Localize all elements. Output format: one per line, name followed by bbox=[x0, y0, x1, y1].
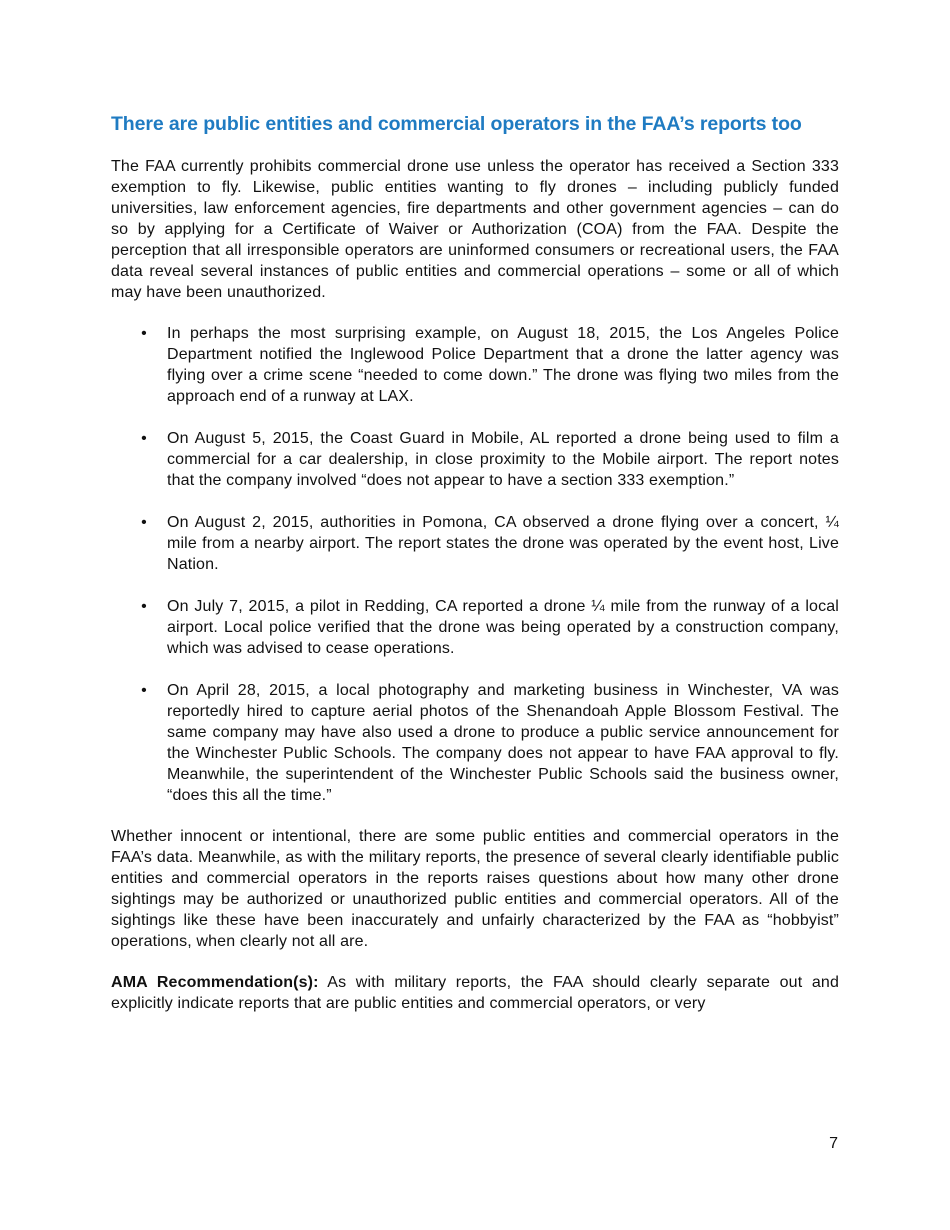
list-item-text: On August 2, 2015, authorities in Pomona, CA observed a drone flying over a concert, ¼ mile from a nearby airport. The report states the drone was operated by the event host, Live Nation. bbox=[167, 514, 839, 573]
list-item-text: In perhaps the most surprising example, on August 18, 2015, the Los Angeles Police Department notified the Inglewood Police Department that a drone the latter agency was flying over a crime scene “needed to come down.” The drone was flying two miles from the approach end of a runway at LAX. bbox=[167, 325, 839, 405]
bullet-icon: • bbox=[141, 514, 147, 531]
document-page bbox=[111, 112, 839, 1014]
list-item bbox=[111, 323, 839, 407]
list-item bbox=[111, 512, 839, 575]
recommendation-label: AMA Recommendation(s): bbox=[111, 974, 319, 991]
example-list bbox=[111, 323, 839, 806]
list-item-text: On August 5, 2015, the Coast Guard in Mobile, AL reported a drone being used to film a commercial for a car dealership, in close proximity to the Mobile airport. The report notes that the company involved “does not appear to have a section 333 exemption.” bbox=[167, 430, 839, 489]
section-heading: There are public entities and commercial operators in the FAA’s reports too bbox=[111, 113, 802, 135]
bullet-icon: • bbox=[141, 430, 147, 447]
page-number: 7 bbox=[829, 1135, 838, 1152]
bullet-icon: • bbox=[141, 598, 147, 615]
recommendation-text: As with military reports, the FAA should clearly separate out and explicitly indicate reports that are public entities and commercial operators, or very bbox=[111, 974, 839, 1012]
list-item-text: On July 7, 2015, a pilot in Redding, CA reported a drone ¼ mile from the runway of a local airport. Local police verified that the drone was being operated by a construction company, which was advised to cease operations. bbox=[167, 598, 839, 657]
conclusion-paragraph: Whether innocent or intentional, there are some public entities and commercial operators in the FAA’s data. Meanwhile, as with the military reports, the presence of several clearly identifiable public entities and commercial operators in the reports raises questions about how many other drone sightings may be authorized or unauthorized public entities and commercial operators. All of the sightings like these have been inaccurately and unfairly characterized by the FAA as “hobbyist” operations, when clearly not all are. bbox=[111, 828, 839, 950]
list-item-text: On April 28, 2015, a local photography and marketing business in Winchester, VA was reportedly hired to capture aerial photos of the Shenandoah Apple Blossom Festival. The same company may have also used a drone to produce a public service announcement for the Winchester Public Schools. The company does not appear to have FAA approval to fly. Meanwhile, the superintendent of the Winchester Public Schools said the business owner, “does this all the time.” bbox=[167, 682, 839, 804]
list-item bbox=[111, 680, 839, 806]
recommendation-paragraph bbox=[111, 972, 839, 1014]
intro-paragraph: The FAA currently prohibits commercial drone use unless the operator has received a Section 333 exemption to fly. Likewise, public entities wanting to fly drones – including publicly funded universities, law enforcement agencies, fire departments and other government agencies – can do so by applying for a Certificate of Waiver or Authorization (COA) from the FAA. Despite the perception that all irresponsible operators are uninformed consumers or recreational users, the FAA data reveal several instances of public entities and commercial operations – some or all of which may have been unauthorized. bbox=[111, 158, 839, 301]
list-item bbox=[111, 596, 839, 659]
bullet-icon: • bbox=[141, 325, 147, 342]
list-item bbox=[111, 428, 839, 491]
bullet-icon: • bbox=[141, 682, 147, 699]
